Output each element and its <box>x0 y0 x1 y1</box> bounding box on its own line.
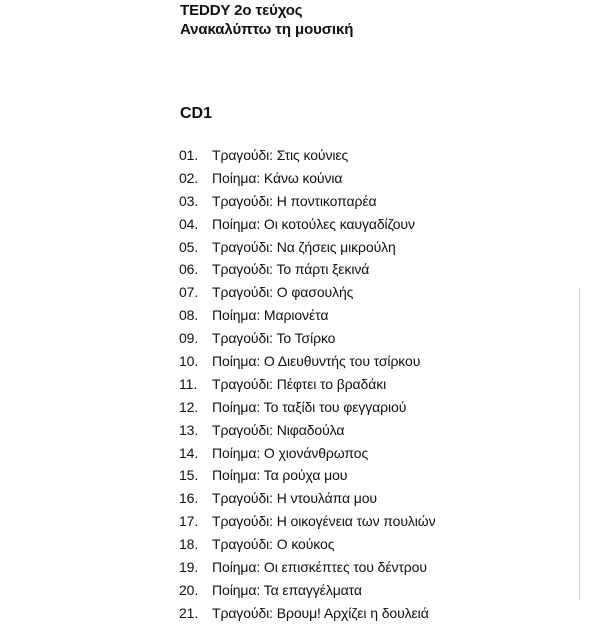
track-title: Ποίημα: Ο Διευθυντής του τσίρκου <box>212 353 421 370</box>
track-title: Ποίημα: Ο χιονάνθρωπος <box>212 444 369 461</box>
track-number: 05. <box>179 238 199 255</box>
track-item <box>179 421 436 444</box>
track-title: Τραγούδι: Να ζήσεις μικρούλη <box>212 238 396 255</box>
track-number: 02. <box>179 169 199 186</box>
track-title: Τραγούδι: Νιφαδούλα <box>212 421 345 438</box>
header <box>180 1 353 39</box>
cd-title: CD1 <box>180 105 213 122</box>
track-item <box>179 604 436 627</box>
track-title: Τραγούδι: Πέφτει το βραδάκι <box>212 375 387 392</box>
issue-title: TEDDY 2ο τεύχος <box>180 2 303 19</box>
track-item <box>179 146 436 169</box>
track-title: Ποίημα: Τα επαγγέλματα <box>212 581 362 598</box>
issue-subtitle: Ανακαλύπτω τη μουσική <box>180 21 354 38</box>
track-number: 16. <box>179 490 199 507</box>
track-number: 20. <box>179 581 199 598</box>
track-title: Τραγούδι: Η ντουλάπα μου <box>212 490 377 507</box>
track-title: Ποίημα: Οι επισκέπτες του δέντρου <box>212 559 427 576</box>
track-item <box>179 581 436 604</box>
track-title: Τραγούδι: Ο κούκος <box>212 536 335 553</box>
track-number: 10. <box>179 353 199 370</box>
track-number: 17. <box>179 513 199 530</box>
track-title: Τραγούδι: Στις κούνιες <box>212 147 349 163</box>
track-number: 14. <box>179 444 199 461</box>
track-item <box>179 306 436 329</box>
track-item <box>179 329 436 352</box>
track-item <box>179 352 436 375</box>
track-item <box>179 512 436 535</box>
track-title: Ποίημα: Μαριονέτα <box>212 307 329 324</box>
track-number: 03. <box>179 192 199 209</box>
track-list <box>179 146 436 627</box>
track-number: 11. <box>179 375 198 392</box>
track-item <box>179 215 436 238</box>
track-title: Τραγούδι: Το πάρτι ξεκινά <box>212 261 370 278</box>
track-title: Τραγούδι: Βρουμ! Αρχίζει η δουλειά <box>212 604 429 621</box>
track-number: 18. <box>179 536 199 553</box>
track-number: 04. <box>179 215 199 232</box>
track-item <box>179 238 436 261</box>
page-edge-divider <box>579 288 580 600</box>
track-number: 08. <box>179 307 199 324</box>
track-item <box>179 192 436 215</box>
track-item <box>179 535 436 558</box>
track-title: Τραγούδι: Ο φασουλής <box>212 284 354 301</box>
track-title: Ποίημα: Κάνω κούνια <box>212 169 343 186</box>
track-item <box>179 444 436 467</box>
track-number: 19. <box>179 559 199 576</box>
track-number: 13. <box>179 421 199 438</box>
track-number: 01. <box>179 147 199 163</box>
track-title: Τραγούδι: Το Τσίρκο <box>212 330 336 347</box>
track-item <box>179 375 436 398</box>
track-number: 12. <box>179 398 199 415</box>
track-item <box>179 169 436 192</box>
track-item <box>179 558 436 581</box>
track-title: Ποίημα: Τα ρούχα μου <box>212 467 348 484</box>
track-title: Τραγούδι: Η ποντικοπαρέα <box>212 192 377 209</box>
track-item <box>179 283 436 306</box>
track-number: 21. <box>179 604 199 621</box>
track-number: 06. <box>179 261 199 278</box>
track-number: 15. <box>179 467 199 484</box>
track-item <box>179 398 436 421</box>
track-title: Τραγούδι: Η οικογένεια των πουλιών <box>212 513 436 530</box>
track-item <box>179 260 436 283</box>
track-title: Ποίημα: Οι κοτούλες καυγαδίζουν <box>212 215 415 232</box>
track-item <box>179 466 436 489</box>
track-number: 09. <box>179 330 199 347</box>
track-number: 07. <box>179 284 199 301</box>
track-item <box>179 489 436 512</box>
track-title: Ποίημα: Το ταξίδι του φεγγαριού <box>212 398 407 415</box>
